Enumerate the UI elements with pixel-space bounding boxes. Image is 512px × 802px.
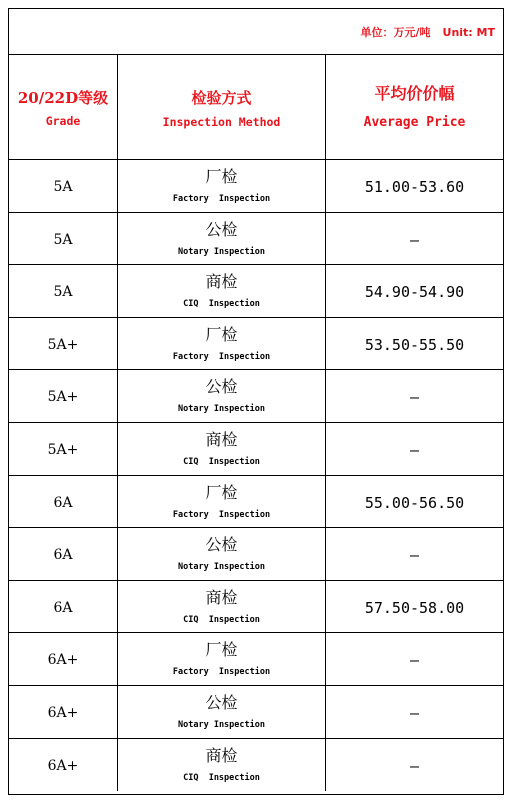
price-value: – bbox=[409, 704, 420, 722]
grade-value: 5A bbox=[53, 179, 73, 195]
price-cell bbox=[326, 476, 503, 527]
method-zh: 厂检 bbox=[205, 483, 238, 502]
table-row bbox=[9, 528, 503, 581]
grade-cell bbox=[9, 686, 118, 738]
method-cell bbox=[118, 160, 326, 212]
method-en: Notary Inspection bbox=[178, 562, 265, 572]
price-value: 53.50-55.50 bbox=[364, 336, 465, 354]
price-cell bbox=[326, 265, 503, 317]
method-en: Notary Inspection bbox=[178, 404, 265, 414]
method-zh: 商检 bbox=[205, 746, 238, 765]
price-cell bbox=[326, 633, 503, 685]
grade-cell bbox=[9, 528, 118, 580]
method-cell bbox=[118, 265, 326, 317]
method-zh: 商检 bbox=[205, 430, 238, 449]
price-cell bbox=[326, 318, 503, 369]
method-zh: 公检 bbox=[205, 377, 238, 396]
grade-cell bbox=[9, 423, 118, 475]
header-method-cell bbox=[118, 55, 326, 159]
price-table bbox=[8, 8, 504, 795]
header-price-en: Average Price bbox=[363, 115, 466, 130]
header-grade-cell bbox=[9, 55, 118, 159]
price-cell bbox=[326, 370, 503, 422]
price-cell bbox=[326, 423, 503, 475]
method-en: CIQ Inspection bbox=[183, 773, 260, 783]
method-en: CIQ Inspection bbox=[183, 457, 260, 467]
grade-value: 5A+ bbox=[47, 389, 79, 405]
grade-cell bbox=[9, 739, 118, 791]
unit-label bbox=[360, 24, 495, 40]
header-price-zh: 平均价价幅 bbox=[374, 84, 455, 103]
method-en: CIQ Inspection bbox=[183, 299, 260, 309]
method-cell bbox=[118, 528, 326, 580]
price-cell bbox=[326, 213, 503, 264]
grade-cell bbox=[9, 318, 118, 369]
method-zh: 公检 bbox=[205, 535, 238, 554]
table-row bbox=[9, 265, 503, 318]
grade-value: 5A+ bbox=[47, 442, 79, 458]
price-value: – bbox=[409, 651, 420, 669]
header-method-zh: 检验方式 bbox=[191, 89, 252, 107]
table-row bbox=[9, 739, 503, 791]
header-row bbox=[9, 55, 503, 160]
table-row bbox=[9, 633, 503, 686]
method-en: Factory Inspection bbox=[172, 667, 271, 677]
grade-value: 6A bbox=[53, 600, 73, 616]
price-cell bbox=[326, 739, 503, 791]
table-row bbox=[9, 213, 503, 265]
price-value: 51.00-53.60 bbox=[364, 178, 465, 196]
unit-zh: 单位：万元/吨 bbox=[360, 26, 431, 39]
method-cell bbox=[118, 476, 326, 527]
method-zh: 厂检 bbox=[205, 167, 238, 186]
table-row bbox=[9, 160, 503, 213]
table-row bbox=[9, 686, 503, 739]
method-en: Notary Inspection bbox=[178, 247, 265, 257]
grade-cell bbox=[9, 213, 118, 264]
method-zh: 商检 bbox=[205, 588, 238, 607]
table-row bbox=[9, 370, 503, 423]
unit-row bbox=[9, 9, 503, 55]
table-row bbox=[9, 476, 503, 528]
grade-cell bbox=[9, 633, 118, 685]
method-cell bbox=[118, 423, 326, 475]
grade-value: 6A+ bbox=[47, 705, 79, 721]
header-price-cell bbox=[326, 55, 503, 159]
table-row bbox=[9, 423, 503, 476]
table-row bbox=[9, 581, 503, 633]
unit-en: Unit: MT bbox=[442, 26, 495, 39]
price-value: – bbox=[409, 441, 420, 459]
grade-cell bbox=[9, 581, 118, 632]
method-en: Factory Inspection bbox=[172, 510, 271, 520]
method-cell bbox=[118, 633, 326, 685]
price-value: 54.90-54.90 bbox=[364, 283, 465, 301]
method-en: Factory Inspection bbox=[172, 194, 271, 204]
header-grade-en: Grade bbox=[45, 114, 81, 128]
grade-value: 5A+ bbox=[47, 337, 79, 353]
grade-value: 6A bbox=[53, 495, 73, 511]
method-cell bbox=[118, 318, 326, 369]
header-grade-zh: 20/22D等级 bbox=[17, 89, 109, 107]
price-cell bbox=[326, 581, 503, 632]
price-value: – bbox=[409, 546, 420, 564]
price-cell bbox=[326, 528, 503, 580]
method-zh: 公检 bbox=[205, 220, 238, 239]
method-cell bbox=[118, 370, 326, 422]
method-cell bbox=[118, 739, 326, 791]
grade-cell bbox=[9, 160, 118, 212]
method-cell bbox=[118, 213, 326, 264]
price-value: 57.50-58.00 bbox=[364, 599, 465, 617]
price-value: – bbox=[409, 231, 420, 249]
price-value: – bbox=[409, 757, 420, 775]
method-en: Factory Inspection bbox=[172, 352, 271, 362]
grade-value: 6A+ bbox=[47, 652, 79, 668]
method-zh: 公检 bbox=[205, 693, 238, 712]
method-zh: 厂检 bbox=[205, 325, 238, 344]
price-value: 55.00-56.50 bbox=[364, 494, 465, 512]
method-en: Notary Inspection bbox=[178, 720, 265, 730]
method-cell bbox=[118, 686, 326, 738]
grade-cell bbox=[9, 476, 118, 527]
grade-value: 5A bbox=[53, 284, 73, 300]
grade-value: 5A bbox=[53, 232, 73, 248]
method-zh: 商检 bbox=[205, 272, 238, 291]
price-value: – bbox=[409, 388, 420, 406]
header-method-en: Inspection Method bbox=[162, 115, 281, 129]
grade-value: 6A+ bbox=[47, 758, 79, 774]
method-zh: 厂检 bbox=[205, 640, 238, 659]
price-cell bbox=[326, 160, 503, 212]
grade-cell bbox=[9, 370, 118, 422]
grade-value: 6A bbox=[53, 547, 73, 563]
price-cell bbox=[326, 686, 503, 738]
table-row bbox=[9, 318, 503, 370]
method-en: CIQ Inspection bbox=[183, 615, 260, 625]
method-cell bbox=[118, 581, 326, 632]
grade-cell bbox=[9, 265, 118, 317]
